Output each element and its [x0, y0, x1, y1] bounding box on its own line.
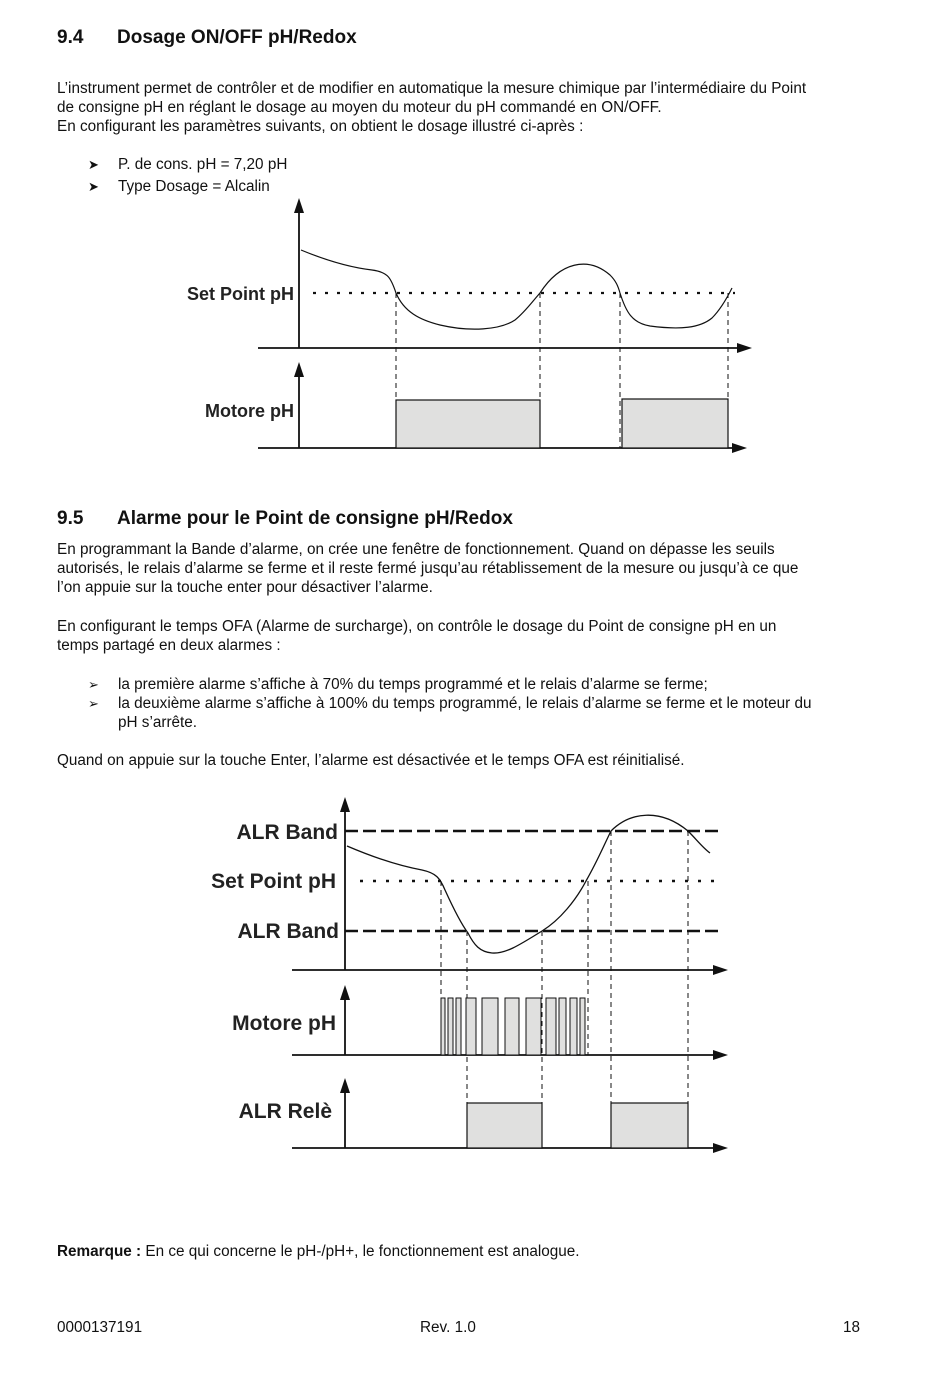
paragraph-line: de consigne pH en réglant le dosage au moyen du moteur du pH commandé en ON/OFF.: [57, 99, 662, 116]
bullet-text: pH s’arrête.: [118, 714, 198, 731]
motor-pulse: [456, 998, 461, 1055]
relay-label: ALR Relè: [238, 1100, 332, 1123]
arrow-up-icon: [340, 1078, 350, 1093]
paragraph-line: l’on appuie sur la touche enter pour désactiver l’alarme.: [57, 579, 433, 596]
arrow-right-icon: [713, 1050, 728, 1060]
arrow-bullet-icon: ➢: [88, 677, 99, 692]
arrow-bullet-icon: ➤: [88, 157, 99, 172]
remark-text: En ce qui concerne le pH-/pH+, le fonctionnement est analogue.: [141, 1243, 580, 1260]
motor-pulse: [526, 998, 541, 1055]
remark: [57, 1242, 897, 1261]
section-number: 9.5: [57, 508, 84, 529]
motor-label: Motore pH: [232, 1012, 336, 1035]
motor-pulse: [441, 998, 445, 1055]
paragraph-line: En configurant le temps OFA (Alarme de surcharge), on contrôle le dosage du Point de consigne pH en un: [57, 618, 777, 635]
bullet-text: Type Dosage = Alcalin: [118, 178, 270, 195]
footer-page-number: 18: [843, 1319, 861, 1336]
motor-pulse: [466, 998, 476, 1055]
bullet-text: P. de cons. pH = 7,20 pH: [118, 156, 288, 173]
paragraph-line: autorisés, le relais d’alarme se ferme et il reste fermé jusqu’au rétablissement de la mesure ou jusqu’à ce que: [57, 560, 799, 577]
motor-pulse: [546, 998, 556, 1055]
section-title: Alarme pour le Point de consigne pH/Redox: [117, 508, 513, 529]
section-title: Dosage ON/OFF pH/Redox: [117, 27, 357, 48]
alarm-relay-block: [467, 1103, 542, 1148]
remark-label: Remarque :: [57, 1243, 142, 1260]
arrow-bullet-icon: ➤: [88, 179, 99, 194]
footer-revision: Rev. 1.0: [420, 1319, 476, 1336]
arrow-right-icon: [713, 1143, 728, 1153]
motor-pulse: [580, 998, 585, 1055]
measurement-curve: [347, 815, 710, 953]
arrow-right-icon: [713, 965, 728, 975]
motor-label: Motore pH: [205, 401, 294, 421]
alarm-relay-block: [611, 1103, 688, 1148]
alr-band-high-label: ALR Band: [236, 821, 338, 844]
bullet-text: la deuxième alarme s’affiche à 100% du temps programmé, le relais d’alarme se ferme et le moteur du: [118, 695, 812, 712]
arrow-up-icon: [340, 797, 350, 812]
motor-pulse: [448, 998, 453, 1055]
section-number: 9.4: [57, 27, 84, 48]
paragraph-line: L’instrument permet de contrôler et de modifier en automatique la mesure chimique par l’intermédiaire du Point: [57, 80, 807, 97]
motor-pulse: [570, 998, 577, 1055]
alr-band-low-label: ALR Band: [237, 920, 339, 943]
section-9-5-paragraph-3: Quand on appuie sur la touche Enter, l’alarme est désactivée et le temps OFA est réinitialisé.: [57, 752, 685, 769]
setpoint-label: Set Point pH: [211, 870, 336, 893]
arrow-up-icon: [340, 985, 350, 1000]
footer-doc-number: 0000137191: [57, 1319, 143, 1336]
bullet-text: la première alarme s’affiche à 70% du temps programmé et le relais d’alarme se ferme;: [118, 676, 708, 693]
motor-pulse: [505, 998, 519, 1055]
motor-pulse: [559, 998, 566, 1055]
setpoint-label: Set Point pH: [187, 284, 294, 304]
paragraph-line: temps partagé en deux alarmes :: [57, 637, 281, 654]
paragraph-line: En configurant les paramètres suivants, on obtient le dosage illustré ci-après :: [57, 118, 584, 135]
arrow-bullet-icon: ➢: [88, 696, 99, 711]
paragraph-line: En programmant la Bande d’alarme, on crée une fenêtre de fonctionnement. Quand on dépasse les seuils: [57, 541, 775, 558]
motor-pulse: [482, 998, 498, 1055]
